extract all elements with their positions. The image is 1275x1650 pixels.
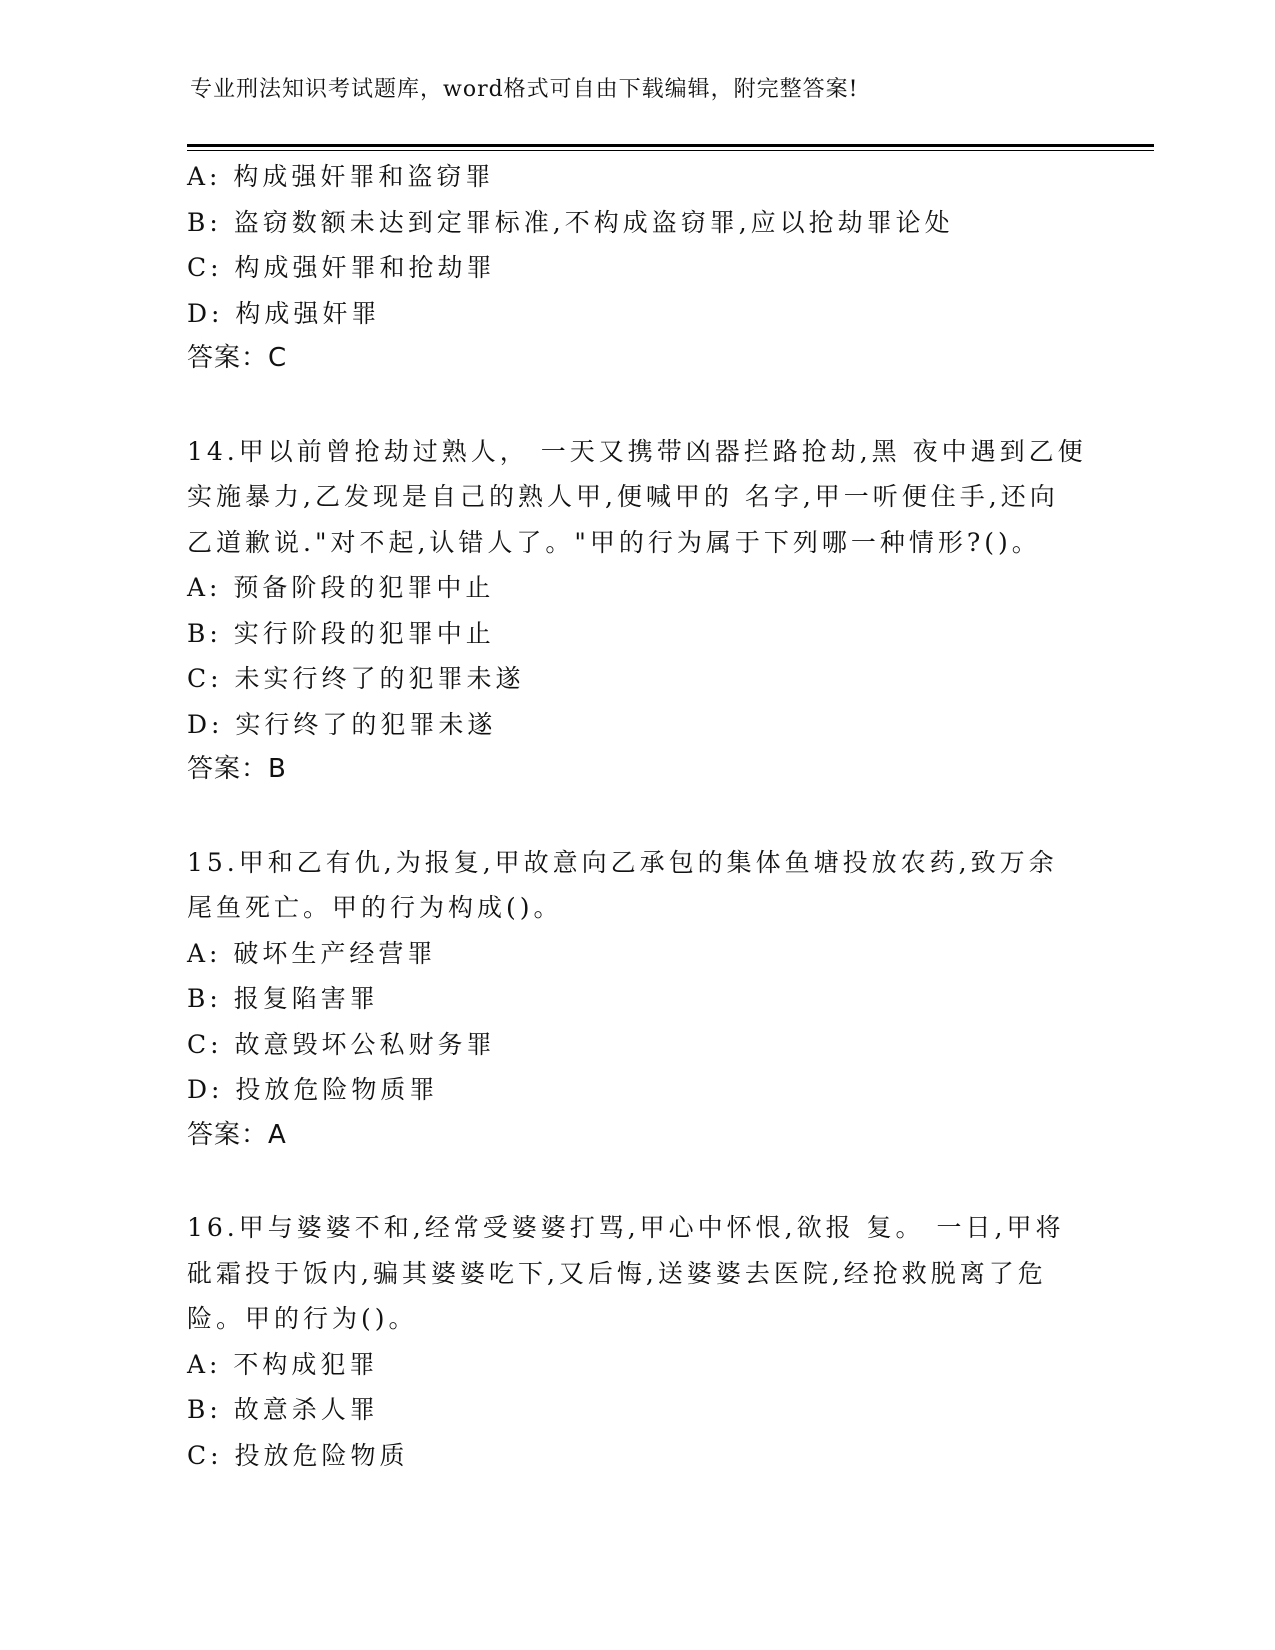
answer-line: 答案：A (187, 1119, 287, 1150)
question-text-line: 险。甲的行为()。 (187, 1304, 418, 1333)
spacer (187, 382, 1087, 429)
spacer (187, 793, 1087, 840)
question-14 (187, 429, 1087, 793)
option-c: C: 构成强奸罪和抢劫罪 (187, 253, 496, 282)
question-15 (187, 840, 1087, 1159)
answer-line: 答案：B (187, 754, 287, 784)
question-text-line: 15.甲和乙有仇,为报复,甲故意向乙承包的集体鱼塘投放农药,致万余 (187, 847, 1058, 877)
spacer (187, 1158, 1087, 1205)
option-a: A: 破坏生产经营罪 (187, 938, 437, 968)
question-text-line: 16.甲与婆婆不和,经常受婆婆打骂,甲心中怀恨,欲报 复。 一日,甲将 (187, 1213, 1065, 1242)
option-a: A: 不构成犯罪 (187, 1349, 379, 1379)
question-text-line: 尾鱼死亡。甲的行为构成()。 (187, 893, 563, 922)
question-16 (187, 1205, 1087, 1478)
question-text-line: 砒霜投于饭内,骗其婆婆吃下,又后悔,送婆婆去医院,经抢救脱离了危 (187, 1258, 1047, 1288)
option-d: D: 构成强奸罪 (187, 298, 381, 328)
option-a: A: 预备阶段的犯罪中止 (187, 573, 495, 602)
question-text-line: 实施暴力,乙发现是自己的熟人甲,便喊甲的 名字,甲一听便住手,还向 (187, 482, 1059, 511)
question-text-line: 14.甲以前曾抢劫过熟人， 一天又携带凶器拦路抢劫,黑 夜中遇到乙便 (187, 436, 1087, 466)
option-b: B: 故意杀人罪 (187, 1395, 379, 1424)
option-c: C: 故意毁坏公私财务罪 (187, 1029, 496, 1059)
option-c: C: 未实行终了的犯罪未遂 (187, 664, 525, 693)
option-c: C: 投放危险物质 (187, 1440, 409, 1470)
answer-line: 答案：C (187, 343, 288, 373)
header-rule-thick (187, 144, 1154, 147)
question-13 (187, 154, 1087, 382)
page-header: 专业刑法知识考试题库，word格式可自由下载编辑，附完整答案! (190, 77, 859, 102)
option-d: D: 实行终了的犯罪未遂 (187, 709, 497, 739)
option-a: A: 构成强奸罪和盗窃罪 (187, 162, 495, 191)
question-list (187, 154, 1087, 1478)
option-b: B: 实行阶段的犯罪中止 (187, 618, 495, 648)
option-b: B: 盗窃数额未达到定罪标准,不构成盗窃罪,应以抢劫罪论处 (187, 207, 954, 237)
option-d: D: 投放危险物质罪 (187, 1075, 439, 1104)
header-rule-thin (187, 150, 1154, 151)
question-text-line: 乙道歉说."对不起,认错人了。"甲的行为属于下列哪一种情形?()。 (187, 527, 1041, 557)
option-b: B: 报复陷害罪 (187, 984, 379, 1013)
